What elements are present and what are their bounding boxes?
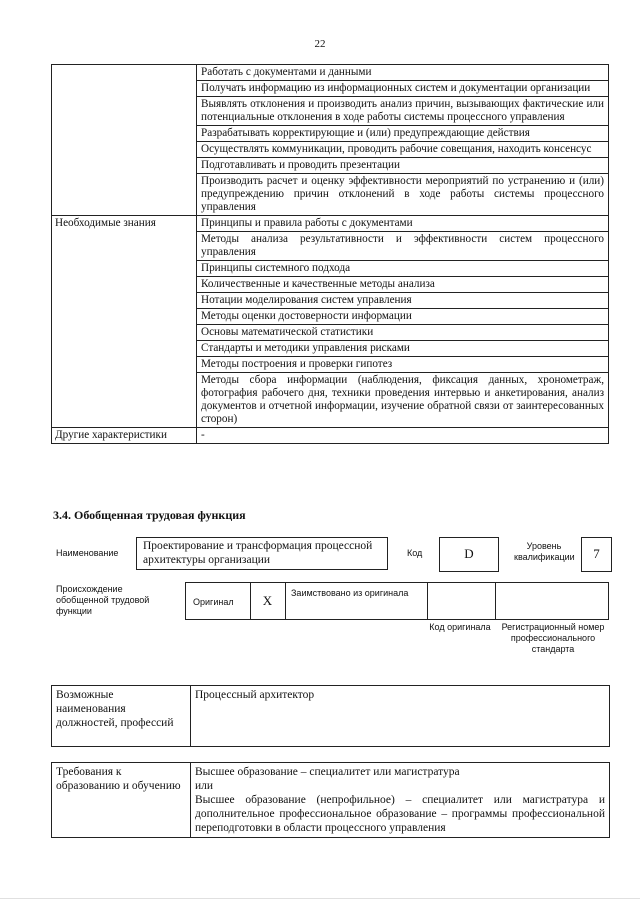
origin-table xyxy=(185,582,609,620)
table-row xyxy=(52,686,610,747)
borrowed-label: Заимствовано из оригинала xyxy=(291,588,409,598)
education-line: Высшее образование (непрофильное) – специалитет или магистратура и дополнительное профессиональное образование – программы профессиональной переподготовки в области процессного управления xyxy=(195,794,605,834)
education-line: или xyxy=(195,780,214,792)
knowledge-label: Необходимые знания xyxy=(52,216,197,428)
table-row xyxy=(52,65,609,81)
original-mark-cell xyxy=(250,583,286,619)
education-label: Требования к образованию и обучению xyxy=(52,763,191,838)
other-characteristics-label: Другие характеристики xyxy=(52,428,197,444)
table-row xyxy=(52,428,609,444)
knowledge-item: Принципы системного подхода xyxy=(197,261,609,277)
other-characteristics-value: - xyxy=(197,428,609,444)
code-value-box: D xyxy=(439,537,499,572)
knowledge-item: Методы оценки достоверности информации xyxy=(197,309,609,325)
level-value-box: 7 xyxy=(581,537,612,572)
knowledge-item: Количественные и качественные методы анализа xyxy=(197,277,609,293)
knowledge-item: Методы анализа результативности и эффективности систем процессного управления xyxy=(197,232,609,261)
skill-item: Подготавливать и проводить презентации xyxy=(197,158,609,174)
code-original-cell xyxy=(427,583,496,619)
education-table xyxy=(51,762,610,838)
knowledge-item: Методы построения и проверки гипотез xyxy=(197,357,609,373)
skill-item: Работать с документами и данными xyxy=(197,65,609,81)
function-name-box: Проектирование и трансформация процессной архитектуры организации xyxy=(136,537,388,570)
knowledge-item: Принципы и правила работы с документами xyxy=(197,216,609,232)
name-label: Наименование xyxy=(56,548,119,558)
positions-table xyxy=(51,685,610,747)
skill-item: Выявлять отклонения и производить анализ причин, вызывающих фактические или потенциальные отклонения в ходе работы системы процессного управления xyxy=(197,97,609,126)
positions-value: Процессный архитектор xyxy=(191,686,610,747)
skill-item: Осуществлять коммуникации, проводить рабочие совещания, находить консенсус xyxy=(197,142,609,158)
code-label: Код xyxy=(407,548,423,558)
knowledge-item: Нотации моделирования систем управления xyxy=(197,293,609,309)
knowledge-item: Стандарты и методики управления рисками xyxy=(197,341,609,357)
education-line: Высшее образование – специалитет или магистратура xyxy=(195,766,460,778)
borrowed-cell xyxy=(285,583,428,619)
table-row xyxy=(52,763,610,838)
original-mark: X xyxy=(262,593,273,608)
knowledge-item: Методы сбора информации (наблюдения, фиксация данных, хронометраж, фотография рабочего дня, техники проведения интервью и анкетирования, анализ документов и отчетной информации, изучение обратной связи от заинтересованных сторон) xyxy=(197,373,609,428)
positions-label: Возможные наименования должностей, профессий xyxy=(52,686,191,747)
table-row xyxy=(52,216,609,232)
section-title: 3.4. Обобщенная трудовая функция xyxy=(53,508,246,522)
registration-number-caption: Регистрационный номер профессионального стандарта xyxy=(501,622,605,654)
skill-item: Производить расчет и оценку эффективности мероприятий по устранению и (или) предупреждению причин отклонений в ходе работы системы процессного управления xyxy=(197,174,609,216)
level-label: Уровень квалификации xyxy=(514,541,575,562)
education-value xyxy=(191,763,610,838)
skill-item: Получать информацию из информационных систем и документации организации xyxy=(197,81,609,97)
skill-item: Разрабатывать корректирующие и (или) предупреждающие действия xyxy=(197,126,609,142)
code-original-caption: Код оригинала xyxy=(429,622,491,632)
page-number: 22 xyxy=(314,38,326,50)
skills-knowledge-table xyxy=(51,64,609,444)
origin-label: Происхождение обобщенной трудовой функции xyxy=(56,584,150,616)
skills-label-cell xyxy=(52,65,197,216)
original-label: Оригинал xyxy=(193,597,234,607)
knowledge-item: Основы математической статистики xyxy=(197,325,609,341)
page-bottom-edge xyxy=(0,898,640,899)
original-cell xyxy=(186,583,251,619)
